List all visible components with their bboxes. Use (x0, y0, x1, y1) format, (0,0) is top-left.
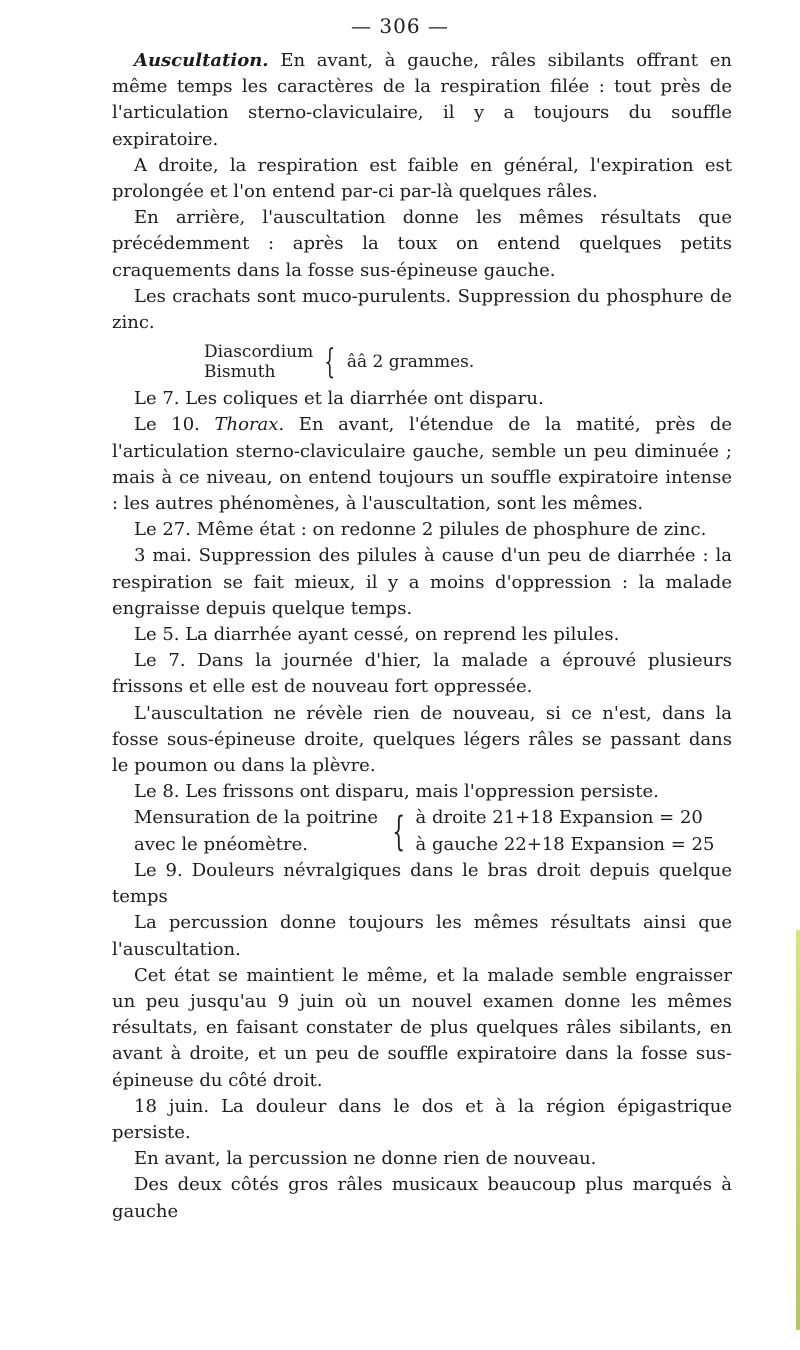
prescription-drugs (204, 342, 313, 382)
prescription (204, 342, 732, 382)
paragraph-right-side: A droite, la respiration est faible en général, l'expiration est prolongée et l'on entend par-ci par-là quelques râles. (112, 154, 732, 203)
brace-icon: { (324, 342, 336, 383)
paragraph-sputum: Les crachats sont muco-purulents. Suppression du phosphure de zinc. (112, 285, 732, 334)
chest-measurement (112, 805, 732, 857)
paragraph-lead: Auscultation. (134, 50, 269, 71)
paragraph-day-7: Le 7. Les coliques et la diarrhée ont disparu. (134, 388, 544, 410)
measurement-left: à gauche 22+18 Expansion = 25 (415, 833, 715, 855)
paragraph-date: Le 10. (134, 414, 200, 436)
paragraph-text: En avant, l'étendue de la matité, près de l'articulation sterno-claviculaire gauche, semble un peu diminuée ; mais à ce niveau, on entend toujours un souffle expiratoire intense : les autres phénomènes, à l'auscultation, sont les mêmes. (112, 414, 733, 515)
prescription-dose: ââ 2 grammes. (346, 352, 475, 373)
paragraph-day-27: Le 27. Même état : on redonne 2 pilules de phosphure de zinc. (134, 519, 707, 541)
paragraph-june-9: Cet état se maintient le même, et la malade semble engraisser un peu jusqu'au 9 juin où un nouvel examen donne les mêmes résultats, en faisant constater de plus quelques râles sibilants, en avant à droite, et un peu de souffle expiratoire dans la fosse sus-épineuse du côté droit. (112, 964, 732, 1091)
paragraph-day-10 (112, 412, 732, 517)
measurement-label (112, 805, 378, 857)
drug-bismuth: Bismuth (204, 362, 276, 383)
measurement-values (416, 805, 715, 857)
paragraph-day-9: Le 9. Douleurs névralgiques dans le bras droit depuis quelque temps (112, 859, 732, 908)
paragraph-posterior: En arrière, l'auscultation donne les mêmes résultats que précédemment : après la toux on entend quelques petits craquements dans la fosse sus-épineuse gauche. (112, 207, 732, 281)
brace-icon: { (392, 808, 406, 855)
measurement-label-line-1: Mensuration de la poitrine (134, 807, 379, 829)
paragraph-auscultation (112, 48, 732, 153)
page-number: — 306 — (351, 14, 449, 38)
paragraph-anterior-percussion: En avant, la percussion ne donne rien de nouveau. (134, 1148, 597, 1170)
paragraph-june-18: 18 juin. La douleur dans le dos et à la région épigastrique persiste. (112, 1095, 732, 1143)
paragraph-text: En avant, à gauche, râles sibilants offrant en même temps les caractères de la respiration filée : tout près de l'articulation sterno-claviculaire, il y a toujours du souffle expiratoire. (112, 50, 732, 150)
paragraph-day-8: Le 8. Les frissons ont disparu, mais l'oppression persiste. (134, 781, 659, 803)
measurement-right: à droite 21+18 Expansion = 20 (415, 807, 703, 829)
paragraph-may-3: 3 mai. Suppression des pilules à cause d'un peu de diarrhée : la respiration se fait mieux, il y a moins d'oppression : la malade engraisse depuis quelque temps. (112, 545, 732, 619)
paragraph-percussion: La percussion donne toujours les mêmes résultats ainsi que l'auscultation. (112, 912, 732, 960)
paragraph-both-sides: Des deux côtés gros râles musicaux beaucoup plus marqués à gauche (112, 1174, 732, 1222)
body-text (112, 48, 732, 1225)
page-edge-mark (796, 930, 800, 1330)
paragraph-day-5: Le 5. La diarrhée ayant cessé, on reprend les pilules. (134, 624, 620, 646)
measurement-label-line-2: avec le pnéomètre. (134, 833, 309, 855)
drug-diascordium: Diascordium (204, 342, 314, 363)
paragraph-day-7-chills: Le 7. Dans la journée d'hier, la malade a éprouvé plusieurs frissons et elle est de nouveau fort oppressée. (112, 650, 732, 698)
paragraph-auscultation-2: L'auscultation ne révèle rien de nouveau, si ce n'est, dans la fosse sous-épineuse droite, quelques légers râles se passant dans le poumon ou dans la plèvre. (112, 702, 732, 777)
paragraph-heading-thorax: Thorax. (214, 414, 285, 436)
